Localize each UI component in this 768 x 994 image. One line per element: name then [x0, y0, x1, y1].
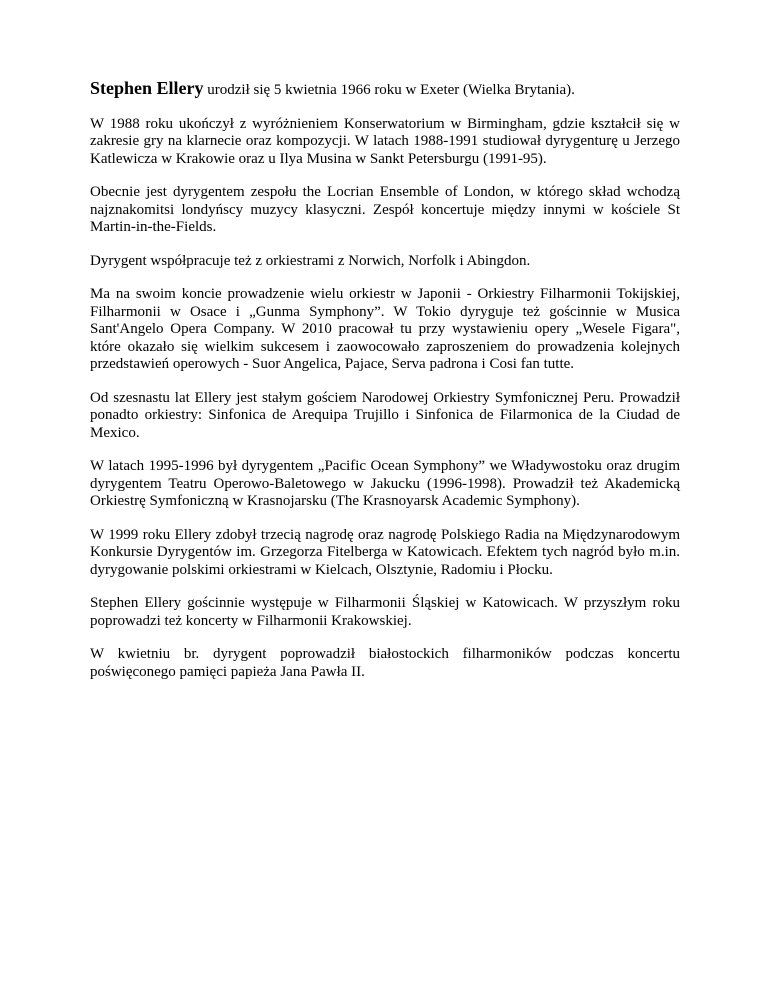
paragraph-silesian-philharmonic: Stephen Ellery gościnnie występuje w Filharmonii Śląskiej w Katowicach. W przyszłym roku poprowadzi też koncerty w Filharmonii Krakowskiej. — [90, 595, 680, 629]
paragraph-japan: Ma na swoim koncie prowadzenie wielu orkiestr w Japonii - Orkiestry Filharmonii Tokijskiej, Filharmonii w Osace i „Gunma Symphony”. W Tokio dyryguje też gościnnie w Musica Sant'Angelo Opera Company. W 2010 pracował tu przy wystawieniu opery „Wesele Figara", które okazało się wielkim sukcesem i zaowocowało zaproszeniem do prowadzenia kolejnych przedstawień operowych - Suor Angelica, Pajace, Serva padrona i Cosi fan tutte. — [90, 286, 680, 372]
paragraph-peru-mexico: Od szesnastu lat Ellery jest stałym gościem Narodowej Orkiestry Symfonicznej Peru. Prowadził ponadto orkiestry: Sinfonica de Arequipa Trujillo i Sinfonica de Filarmonica de la Ciudad de Mexico. — [90, 389, 680, 441]
intro-paragraph — [90, 80, 680, 100]
document-page — [90, 80, 680, 697]
paragraph-education: W 1988 roku ukończył z wyróżnieniem Konserwatorium w Birmingham, gdzie kształcił się w zakresie gry na klarnecie oraz kompozycji. W latach 1988-1991 studiował dyrygenturę u Jerzego Katlewicza w Krakowie oraz u Ilya Musina w Sankt Petersburgu (1991-95). — [90, 115, 680, 167]
paragraph-bialystok-concert: W kwietniu br. dyrygent poprowadził białostockich filharmoników podczas koncertu poświęconego pamięci papieża Jana Pawła II. — [90, 646, 680, 680]
paragraph-russia: W latach 1995-1996 był dyrygentem „Pacific Ocean Symphony” we Władywostoku oraz drugim dyrygentem Teatru Operowo-Baletowego w Jakucku (1996-1998). Prowadził też Akademicką Orkiestrę Symfoniczną w Krasnojarsku (The Krasnoyarsk Academic Symphony). — [90, 458, 680, 509]
paragraph-fitelberg-prize: W 1999 roku Ellery zdobył trzecią nagrodę oraz nagrodę Polskiego Radia na Międzynarodowym Konkursie Dyrygentów im. Grzegorza Fitelberga w Katowicach. Efektem tych nagród było m.in. dyrygowanie polskimi orkiestrami w Kielcach, Olsztynie, Radomiu i Płocku. — [90, 526, 680, 578]
intro-text: urodził się 5 kwietnia 1966 roku w Exeter (Wielka Brytania). — [203, 82, 575, 98]
paragraph-locrian-ensemble: Obecnie jest dyrygentem zespołu the Locrian Ensemble of London, w którego skład wchodzą najznakomitsi londyńscy muzycy klasyczni. Zespół koncertuje między innymi w kościele St Martin-in-the-Fields. — [90, 184, 680, 235]
subject-name: Stephen Ellery — [90, 78, 204, 98]
paragraph-collaborations: Dyrygent współpracuje też z orkiestrami z Norwich, Norfolk i Abingdon. — [90, 252, 531, 269]
